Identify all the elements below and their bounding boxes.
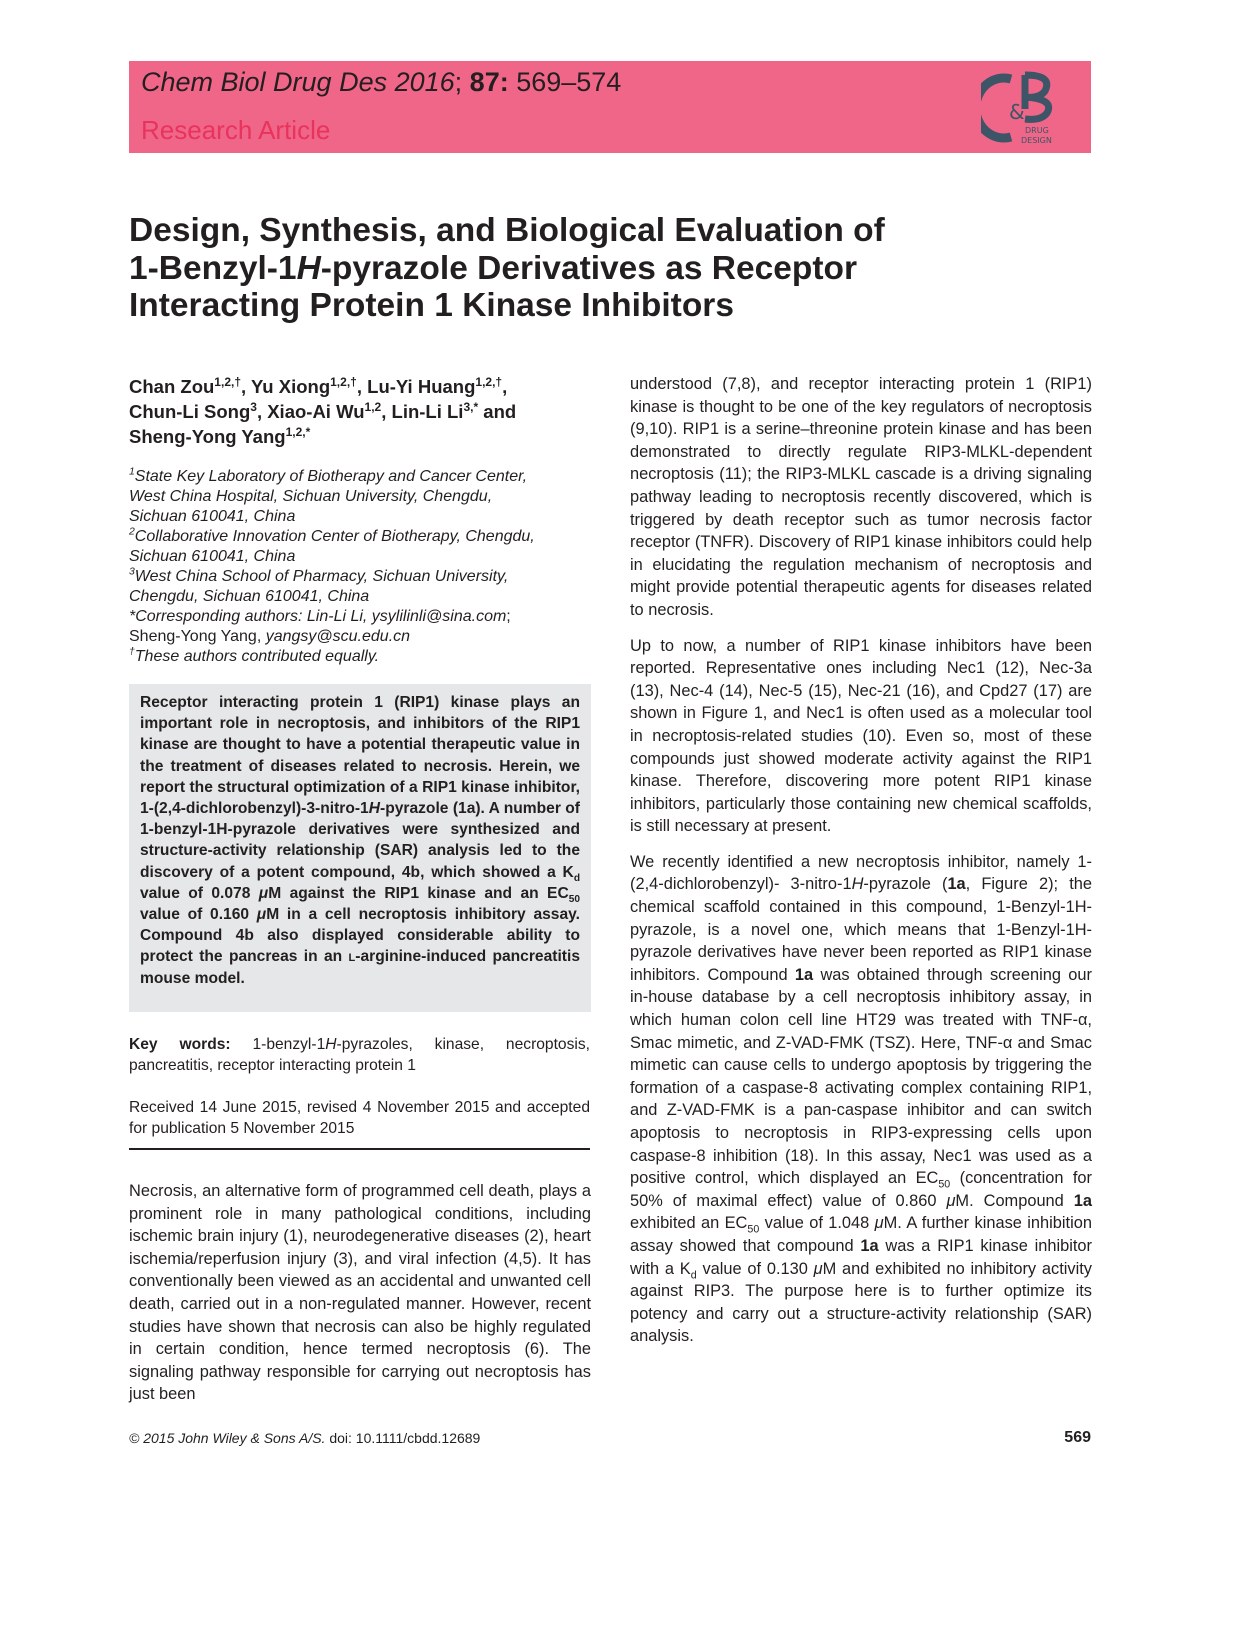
text-run: μ: [874, 1214, 884, 1233]
text-run: H: [296, 249, 321, 287]
text-line: [129, 424, 589, 449]
text-run: 1,2,†: [214, 374, 242, 389]
abstract: [129, 684, 591, 1012]
text-run: Interacting Protein 1 Kinase Inhibitors: [129, 287, 734, 324]
text-run: value of 0.130: [696, 1259, 814, 1278]
doi: doi: 10.1111/cbdd.12689: [325, 1430, 481, 1446]
journal-banner: [129, 61, 1091, 153]
text-run: Received 14 June 2015, revised 4 November 2015 and accepted for publication 5 November 2015: [129, 1099, 590, 1137]
paragraph: [129, 1034, 590, 1076]
paragraph: [630, 635, 1092, 838]
text-run: Collaborative Innovation Center of Biotherapy, Chengdu,: [134, 528, 535, 545]
text-run: H: [851, 875, 864, 894]
journal-logo-icon: [981, 69, 1061, 147]
text-run: Sichuan 610041, China: [129, 548, 296, 565]
text-line: [129, 467, 599, 487]
pages: 569–574: [508, 67, 622, 97]
text-run: -pyrazoles, kinase, necroptosis, pancreatitis, receptor interacting protein 1: [129, 1036, 590, 1074]
text-run: Up to now, a number of RIP1 kinase inhibitors have been reported. Representative ones including Nec1 (12), Nec-3a (13), Nec-4 (14), Nec-5 (15), Nec-21 (16), and Cpd27 (17) are shown in Figure 1, and Nec1 is often used as a molecular tool in necroptosis-related studies (10). Even so, most of these compounds just showed moderate activity against the RIP1 kinase. Therefore, discovering more potent RIP1 kinase inhibitors, particularly those containing new chemical scaffolds, is still necessary at present.: [630, 636, 1092, 836]
text-run: State Key Laboratory of Biotherapy and Cancer Center,: [134, 468, 528, 485]
sep: ;: [454, 67, 470, 97]
text-line: [129, 212, 1029, 250]
text-run: 1: [129, 466, 135, 478]
svg-text:&: &: [1009, 100, 1025, 124]
text-run: Receptor interacting protein 1 (RIP1) kinase plays an important role in necroptosis, and inhibitors of the RIP1 kinase are thought to have a potential therapeutic value in the treatment of diseases related to necrosis. Herein, we report the structural optimization of a RIP1 kinase inhibitor, 1-(2,4-dichlorobenzyl)-3-nitro-1: [140, 694, 580, 818]
text-line: [129, 547, 599, 567]
paragraph: [630, 851, 1092, 1348]
text-run: , Lu-Yi Huang: [356, 376, 476, 397]
text-run: and: [478, 401, 517, 422]
svg-text:DRUG: DRUG: [1025, 126, 1049, 135]
svg-text:DESIGN: DESIGN: [1021, 136, 1052, 145]
text-run: 50: [938, 1178, 951, 1191]
author-list: [129, 374, 589, 449]
text-run: was obtained through screening our in-house database by a cell necroptosis inhibitory assay, in which human colon cell line HT29 was treated with TNF-α, Smac mimetic, and Z-VAD-FMK (TSZ). Here, TNF-α and Smac mimetic can cause cells to undergo apoptosis by triggering the formation of a caspase-8 activating complex containing RIP1, and Z-VAD-FMK is a pan-caspase inhibitor and can switch apoptosis to necroptosis in RIP3-expressing cells upon caspase-8 inhibition (18). In this assay, Nec1 was used as a positive control, which displayed an EC: [630, 965, 1092, 1188]
text-run: Chun-Li Song: [129, 401, 251, 422]
paragraph: [129, 1097, 590, 1139]
text-run: 1,2,†: [330, 374, 357, 389]
text-line: [129, 647, 599, 667]
text-line: [129, 627, 599, 647]
text-run: *Corresponding authors: Lin-Li Li, ysylilinli@sina.com: [129, 608, 507, 625]
text-run: M. Compound: [955, 1191, 1074, 1210]
journal-name: Chem Biol Drug Des 2016: [141, 67, 455, 97]
text-run: M and exhibited no inhibitory activity against RIP3. The purpose here is to further optimize its potency and carry out a structure-activity relationship (SAR) analysis.: [630, 1259, 1092, 1346]
paragraph: [630, 373, 1092, 622]
text-run: 1a: [860, 1236, 879, 1255]
text-run: μ: [258, 884, 269, 902]
text-run: -pyrazole Derivatives as Receptor: [320, 249, 858, 287]
text-line: [129, 507, 599, 527]
text-line: [129, 399, 589, 424]
text-run: , Xiao-Ai Wu: [256, 401, 365, 422]
text-run: 2: [129, 526, 135, 538]
text-run: μ: [946, 1191, 956, 1210]
text-run: value of 0.078: [140, 884, 259, 902]
copyright: © 2015 John Wiley & Sons A/S.: [129, 1430, 326, 1446]
text-run: Necrosis, an alternative form of programmed cell death, plays a prominent role in many pathological conditions, including ischemic brain injury (1), neurodegenerative diseases (2), heart ischemia/reperfusion injury (3), and viral infection (4,5). It has conventionally been viewed as an accidental and unwanted cell death, carried out in a non-regulated manner. However, recent studies have shown that necrosis can also be highly regulated in certain condition, hence termed necroptosis (6). The signaling pathway responsible for carrying out necroptosis has just been: [129, 1182, 591, 1404]
text-run: H: [325, 1036, 337, 1053]
text-run: M. A further kinase inhibition assay showed that compound: [630, 1214, 1092, 1255]
text-run: , Yu Xiong: [241, 376, 331, 397]
paragraph: [140, 692, 580, 989]
article-type: Research Article: [141, 115, 331, 145]
text-run: H: [368, 800, 380, 818]
text-run: ,: [502, 376, 508, 397]
text-run: 1-Benzyl-1: [129, 249, 297, 287]
text-run: , Lin-Li Li: [381, 401, 464, 422]
text-run: Sheng-Yong Yang: [129, 426, 286, 447]
volume: 87:: [469, 67, 509, 97]
text-run: Key words:: [129, 1036, 231, 1053]
body-column-right: [630, 373, 1092, 1361]
text-run: 50: [747, 1223, 760, 1236]
text-run: yangsy@scu.edu.cn: [265, 628, 411, 645]
text-run: -arginine-induced pancreatitis mouse model.: [140, 948, 580, 987]
text-run: 3: [250, 399, 257, 414]
text-run: M against the RIP1 kinase and an EC: [268, 884, 569, 902]
text-line: [129, 587, 599, 607]
text-run: West China School of Pharmacy, Sichuan University,: [134, 568, 509, 585]
affiliations: [129, 467, 599, 667]
text-run: -pyrazole (: [863, 875, 948, 894]
keywords: [129, 1034, 590, 1076]
text-line: [129, 374, 589, 399]
text-run: Chan Zou: [129, 376, 215, 397]
text-run: exhibited an EC: [630, 1214, 748, 1233]
text-run: These authors contributed equally.: [134, 648, 380, 665]
text-run: l: [348, 948, 356, 966]
text-run: d: [690, 1268, 697, 1281]
page-number: 569: [1064, 1429, 1091, 1446]
text-run: value of 1.048: [759, 1214, 875, 1233]
received-dates: [129, 1097, 590, 1139]
text-run: Sheng-Yong Yang,: [129, 628, 266, 645]
text-run: 1a: [947, 875, 966, 894]
text-run: 1a: [1073, 1191, 1092, 1210]
text-run: 1,2: [364, 399, 382, 414]
paragraph: [129, 1180, 591, 1406]
text-run: (concentration for 50% of maximal effect) value of 0.860: [630, 1169, 1092, 1210]
text-run: 50: [568, 893, 580, 905]
text-line: [129, 607, 599, 627]
journal-citation: [141, 67, 621, 98]
body-column-left: [129, 1180, 591, 1419]
text-run: 1,2,*: [285, 424, 311, 439]
text-run: 1,2,†: [475, 374, 503, 389]
text-line: [129, 287, 1029, 325]
text-run: Chengdu, Sichuan 610041, China: [129, 588, 370, 605]
text-run: M in a cell necroptosis inhibitory assay. Compound 4b also displayed considerable ability to protect the pancreas in an: [140, 906, 580, 966]
text-run: , Figure 2); the chemical scaffold contained in this compound, 1-Benzyl-1H-pyrazole, is a novel one, which means that 1-Benzyl-1H-pyrazole derivatives have never been reported as RIP1 kinase inhibitors. Compound: [630, 875, 1093, 984]
text-run: understood (7,8), and receptor interacting protein 1 (RIP1) kinase is thought to be one of the key regulators of necroptosis (9,10). RIP1 is a serine–threonine protein kinase and has been demonstrated to directly regulate RIP3-MLKL-dependent necroptosis (11); the RIP3-MLKL cascade is a driving signaling pathway leading to necroptosis recently discovered, which is triggered by death receptor such as tumor necrosis factor receptor (TNFR). Discovery of RIP1 kinase inhibitors could help in elucidating the regulation mechanism of necroptosis and might provide potential therapeutic agents for diseases related to necrosis.: [630, 375, 1092, 619]
text-run: d: [573, 872, 580, 884]
text-run: -pyrazole (1a). A number of 1-benzyl-1H-pyrazole derivatives were synthesized and structure-activity relationship (SAR) analysis led to the discovery of a potent compound, 4b, which showed a K: [140, 800, 580, 881]
text-run: ;: [506, 608, 511, 625]
text-run: value of 0.160: [140, 906, 257, 924]
text-line: [129, 567, 599, 587]
text-run: Design, Synthesis, and Biological Evaluation of: [129, 212, 885, 249]
text-line: [129, 527, 599, 547]
article-title: [129, 212, 1029, 325]
footer-copyright: [129, 1430, 480, 1446]
text-run: μ: [256, 906, 267, 924]
text-run: †: [129, 646, 135, 658]
text-run: 3,*: [463, 399, 479, 414]
text-run: 3: [129, 566, 135, 578]
text-run: 1-benzyl-1: [230, 1036, 326, 1053]
text-line: [129, 487, 599, 507]
text-run: μ: [813, 1259, 823, 1278]
text-run: 1a: [794, 965, 814, 984]
divider: [129, 1148, 590, 1150]
text-line: [129, 250, 1029, 288]
text-run: Sichuan 610041, China: [129, 508, 296, 525]
text-run: was a RIP1 kinase inhibitor with a K: [630, 1236, 1092, 1278]
text-run: West China Hospital, Sichuan University, Chengdu,: [129, 488, 493, 505]
text-run: We recently identified a new necroptosis inhibitor, namely 1-(2,4-dichlorobenzyl)- 3-nitro-1: [630, 852, 1092, 894]
